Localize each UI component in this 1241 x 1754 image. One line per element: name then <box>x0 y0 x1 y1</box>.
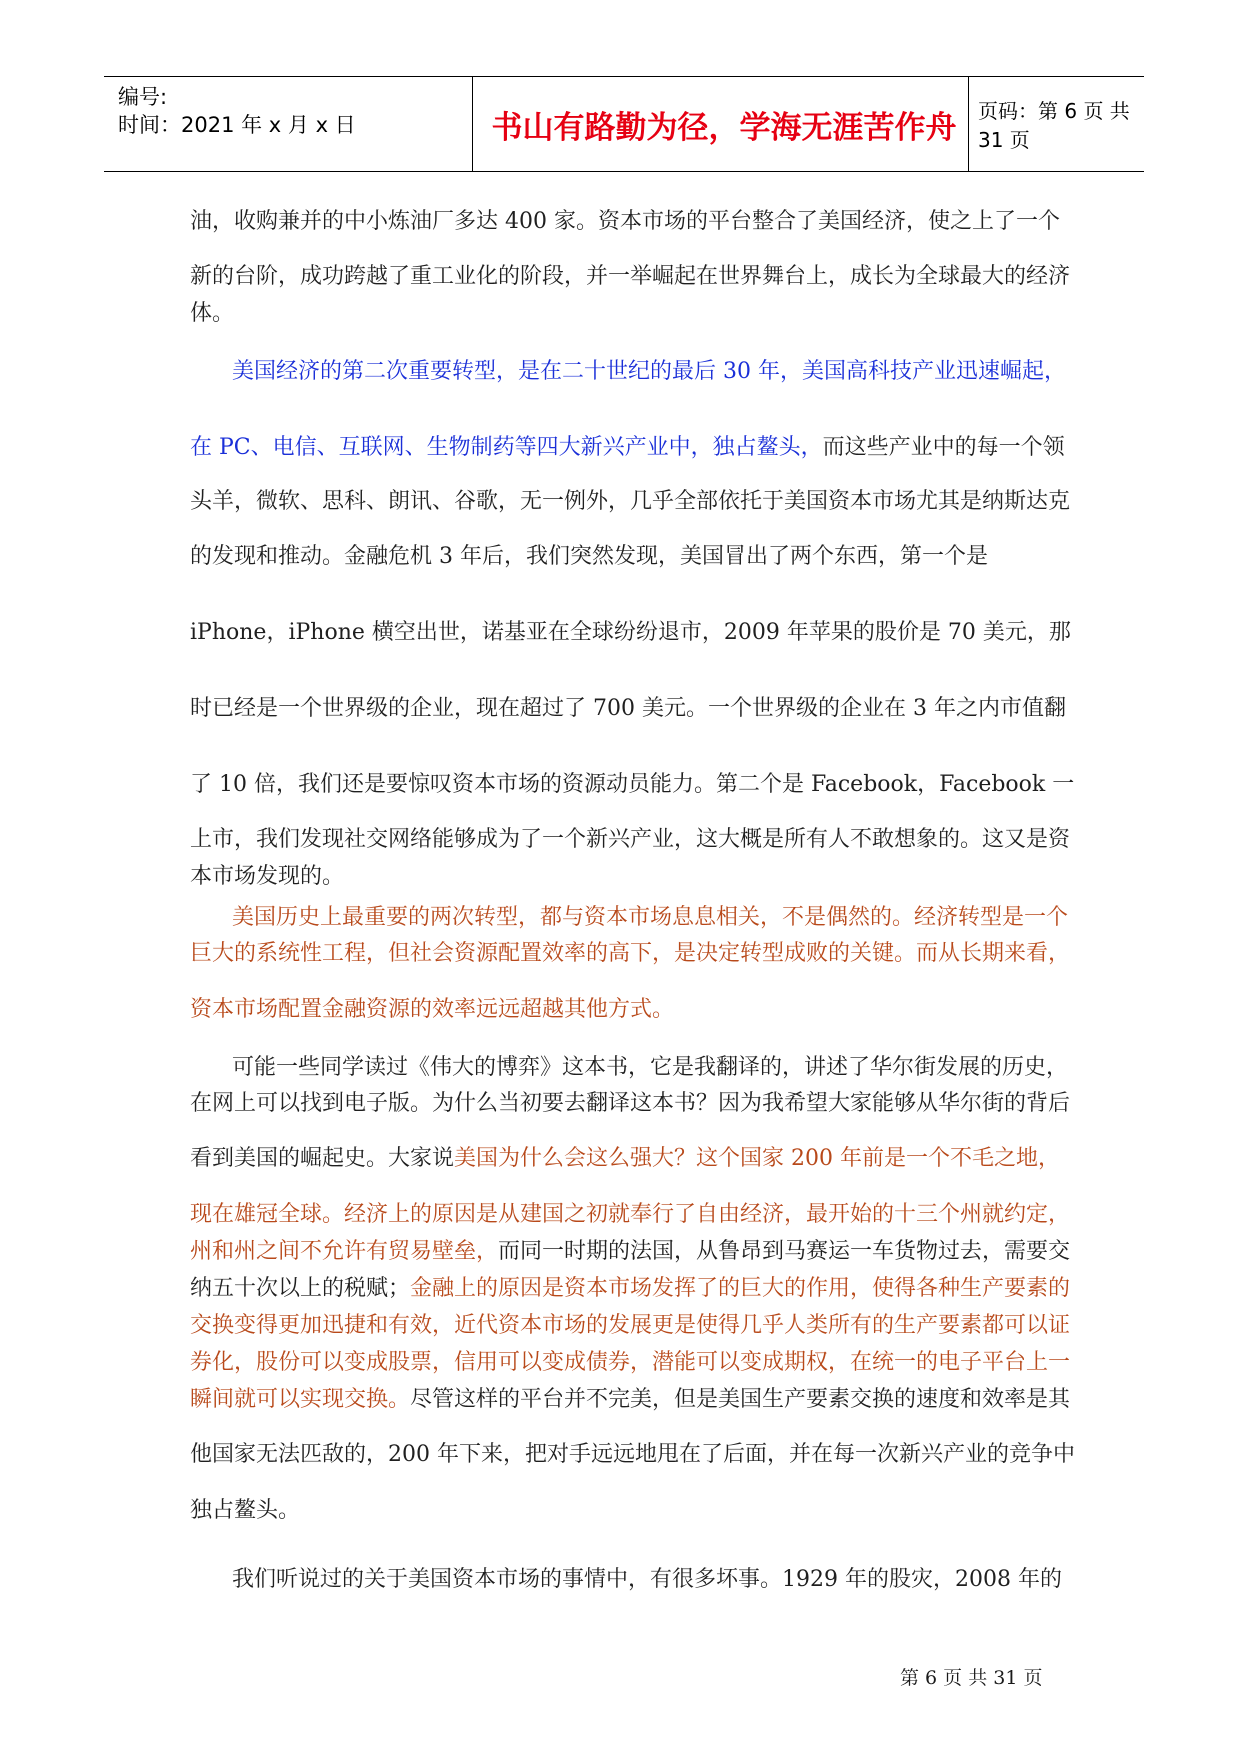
highlight-orange-text: 资本市场配置金融资源的效率远远超越其他方式。 <box>190 997 675 1022</box>
highlight-orange-text: 券化，股份可以变成股票，信用可以变成债券，潜能可以变成期权，在统一的电子平台上一 <box>190 1350 1071 1375</box>
body-line <box>190 771 1074 799</box>
body-line <box>190 940 1070 968</box>
body-text-segment: 本市场发现的。 <box>190 864 345 889</box>
body-line <box>190 996 674 1024</box>
body-text-segment: 新的台阶，成功跨越了重工业化的阶段，并一举崛起在世界舞台上，成长为全球最大的经济 <box>190 264 1071 289</box>
page-footer: 第 6 页 共 31 页 <box>900 1667 1043 1689</box>
highlight-blue-text: 在 PC、电信、互联网、生物制药等四大新兴产业中，独占鳌头， <box>190 435 823 460</box>
body-line <box>190 1441 1075 1469</box>
body-text-segment: 独占鳌头。 <box>190 1498 301 1523</box>
body-line <box>190 1312 1070 1340</box>
body-line <box>190 1238 1070 1266</box>
body-line <box>190 208 1060 236</box>
body-text-segment: 尽管这样的平台并不完美，但是美国生产要素交换的速度和效率是其 <box>410 1387 1071 1412</box>
body-line <box>190 1386 1070 1414</box>
body-line <box>190 1497 300 1525</box>
header-divider <box>968 77 969 171</box>
highlight-orange-text: 巨大的系统性工程，但社会资源配置效率的高下，是决定转型成败的关键。而从长期来看， <box>190 941 1071 966</box>
body-line <box>190 1275 1070 1303</box>
body-text-segment: 头羊，微软、思科、朗讯、谷歌，无一例外，几乎全部依托于美国资本市场尤其是纳斯达克 <box>190 489 1071 514</box>
body-line <box>232 1566 1062 1594</box>
body-text-segment: 他国家无法匹敌的，200 年下来，把对手远远地甩在了后面，并在每一次新兴产业的竞争中 <box>190 1442 1075 1467</box>
header-meta <box>118 79 472 169</box>
body-line <box>190 300 234 328</box>
highlight-orange-text: 美国为什么会这么强大？这个国家 200 年前是一个不毛之地， <box>454 1146 1060 1171</box>
body-line <box>190 543 988 571</box>
highlight-orange-text: 美国历史上最重要的两次转型，都与资本市场息息相关，不是偶然的。经济转型是一个 <box>232 905 1069 930</box>
body-text-segment: 体。 <box>190 301 235 326</box>
header-divider <box>472 77 473 171</box>
body-text-segment: 而同一时期的法国，从鲁昂到马赛运一车货物过去，需要交 <box>498 1239 1071 1264</box>
body-line <box>190 434 1065 462</box>
body-text-segment: 上市，我们发现社交网络能够成为了一个新兴产业，这大概是所有人不敢想象的。这又是资 <box>190 827 1071 852</box>
highlight-orange-text: 现在雄冠全球。经济上的原因是从建国之初就奉行了自由经济，最开始的十三个州就约定， <box>190 1202 1071 1227</box>
body-line <box>190 1145 1060 1173</box>
body-text-segment: 看到美国的崛起史。大家说 <box>190 1146 455 1171</box>
body-line <box>232 1054 1068 1082</box>
body-line <box>190 1349 1070 1377</box>
highlight-orange-text: 瞬间就可以实现交换。 <box>190 1387 411 1412</box>
body-line <box>190 488 1070 516</box>
header-motto: 书山有路勤为径，学海无涯苦作舟 <box>491 109 957 146</box>
highlight-orange-text: 金融上的原因是资本市场发挥了的巨大的作用，使得各种生产要素的 <box>410 1276 1071 1301</box>
body-line <box>190 619 1071 647</box>
highlight-orange-text: 交换变得更加迅捷和有效，近代资本市场的发展更是使得几乎人类所有的生产要素都可以证 <box>190 1313 1071 1338</box>
body-text-segment: 时已经是一个世界级的企业，现在超过了 700 美元。一个世界级的企业在 3 年之内市值翻 <box>190 696 1066 721</box>
body-text-segment: 油，收购兼并的中小炼油厂多达 400 家。资本市场的平台整合了美国经济，使之上了一个 <box>190 209 1060 234</box>
body-line <box>190 1090 1070 1118</box>
body-text-segment: 我们听说过的关于美国资本市场的事情中，有很多坏事。1929 年的股灾，2008 年的 <box>232 1567 1062 1592</box>
highlight-blue-text: 美国经济的第二次重要转型，是在二十世纪的最后 30 年，美国高科技产业迅速崛起， <box>232 359 1066 384</box>
body-text-segment: 的发现和推动。金融危机 3 年后，我们突然发现，美国冒出了两个东西，第一个是 <box>190 544 988 569</box>
body-text-segment: 在网上可以找到电子版。为什么当初要去翻译这本书？因为我希望大家能够从华尔街的背后 <box>190 1091 1071 1116</box>
header-page-info: 页码：第 6 页 共 31 页 <box>978 99 1130 152</box>
time-label: 时间：2021 年 x 月 x 日 <box>118 113 356 137</box>
body-line <box>232 358 1066 386</box>
body-text-segment: 而这些产业中的每一个领 <box>822 435 1065 460</box>
body-line <box>232 904 1068 932</box>
body-line <box>190 826 1070 854</box>
body-line <box>190 695 1066 723</box>
page-header <box>104 76 1144 172</box>
body-line <box>190 863 344 891</box>
body-line <box>190 1201 1070 1229</box>
body-text-segment: 纳五十次以上的税赋； <box>190 1276 411 1301</box>
body-text-segment: 了 10 倍，我们还是要惊叹资本市场的资源动员能力。第二个是 Facebook，Facebook 一 <box>190 772 1075 797</box>
body-text-segment: iPhone，iPhone 横空出世，诺基亚在全球纷纷退市，2009 年苹果的股价是 70 美元，那 <box>190 620 1071 645</box>
highlight-orange-text: 州和州之间不允许有贸易壁垒， <box>190 1239 499 1264</box>
body-text-segment: 可能一些同学读过《伟大的博弈》这本书，它是我翻译的，讲述了华尔街发展的历史， <box>232 1055 1069 1080</box>
body-line <box>190 263 1070 291</box>
serial-label: 编号: <box>118 85 168 109</box>
